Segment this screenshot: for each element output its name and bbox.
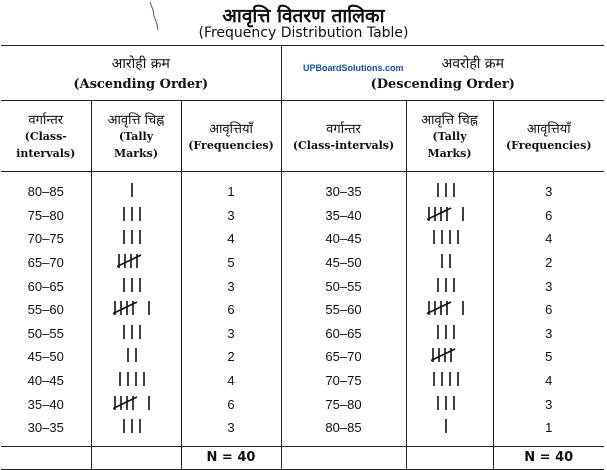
interval-cell: 50–55 <box>1 322 91 346</box>
interval-cell: 35–40 <box>281 204 406 228</box>
table-row <box>1 298 604 322</box>
pen-scratch-mark <box>148 0 160 32</box>
tally-marks <box>436 276 464 294</box>
tally-marks <box>436 323 464 341</box>
freq-cell: 3 <box>181 204 281 228</box>
tally-cell <box>91 322 181 346</box>
freq-cell: 6 <box>181 298 281 322</box>
tally-cell <box>406 172 493 204</box>
freq-cell: 6 <box>545 302 553 318</box>
table-row <box>1 204 604 228</box>
tally-marks <box>431 346 469 364</box>
descending-heading-en: (Descending Order) <box>370 77 515 92</box>
interval-cell: 40–45 <box>1 369 91 393</box>
tally-cell <box>91 369 181 393</box>
tally-marks <box>122 228 150 246</box>
interval-cell: 50–55 <box>281 274 406 298</box>
tally-marks <box>117 252 155 270</box>
table-row <box>1 322 604 346</box>
descending-heading-hi: अवरोही क्रम <box>441 56 504 72</box>
table-row <box>1 416 604 446</box>
total-empty-cell <box>1 446 91 469</box>
interval-cell: 55–60 <box>1 298 91 322</box>
interval-cell: 75–80 <box>1 204 91 228</box>
freq-cell: 3 <box>181 416 281 446</box>
col-tally-desc <box>406 101 493 172</box>
table-row <box>1 345 604 369</box>
table-row <box>1 251 604 275</box>
tally-cell <box>91 172 181 204</box>
tally-marks <box>122 276 150 294</box>
interval-cell: 30–35 <box>281 172 406 204</box>
freq-cell: 4 <box>545 231 553 247</box>
col-interval-asc <box>1 101 91 172</box>
col-tally-asc-en1: (Tally <box>118 130 154 143</box>
col-freq-desc-hi: आवृत्तियाँ <box>526 121 571 137</box>
col-freq-desc <box>493 101 604 172</box>
col-tally-asc <box>91 101 181 172</box>
interval-cell: 70–75 <box>1 227 91 251</box>
freq-cell: 1 <box>181 172 281 204</box>
col-tally-asc-hi: आवृत्ति चिह्न <box>107 113 165 128</box>
descending-heading <box>281 46 604 101</box>
tally-cell <box>91 416 181 446</box>
freq-cell: 5 <box>545 349 553 365</box>
interval-cell: 75–80 <box>281 392 406 416</box>
freq-cell: 3 <box>545 278 553 294</box>
page-title-hindi: आवृत्ति वितरण तालिका <box>222 5 385 27</box>
tally-cell <box>406 204 493 228</box>
tally-cell <box>91 227 181 251</box>
table-row <box>1 392 604 416</box>
page-title-english: (Frequency Distribution Table) <box>198 25 409 41</box>
table-body <box>1 172 604 447</box>
tally-cell <box>406 298 493 322</box>
freq-cell: 3 <box>545 184 553 200</box>
freq-cell: 4 <box>181 227 281 251</box>
interval-cell: 70–75 <box>281 369 406 393</box>
tally-marks <box>130 181 142 199</box>
tally-marks <box>113 299 159 317</box>
tally-marks <box>432 228 468 246</box>
tally-marks <box>436 181 464 199</box>
table-row <box>1 369 604 393</box>
tally-cell <box>91 298 181 322</box>
col-freq-asc-hi: आवृत्तियाँ <box>209 121 253 137</box>
tally-marks <box>122 205 150 223</box>
table-row <box>1 274 604 298</box>
tally-cell <box>406 227 493 251</box>
interval-cell: 80–85 <box>281 416 406 446</box>
interval-cell: 45–50 <box>1 345 91 369</box>
frequency-table <box>1 45 604 470</box>
col-interval-desc <box>281 101 406 172</box>
freq-cell: 2 <box>181 345 281 369</box>
table-row <box>1 172 604 204</box>
tally-marks <box>440 252 460 270</box>
table-row <box>1 227 604 251</box>
col-freq-desc-en: (Frequencies) <box>505 138 592 152</box>
freq-cell: 3 <box>545 325 553 341</box>
interval-cell: 80–85 <box>1 172 91 204</box>
interval-cell: 65–70 <box>281 345 406 369</box>
freq-cell: 3 <box>181 322 281 346</box>
col-freq-asc-en: (Frequencies) <box>188 138 274 152</box>
tally-cell <box>91 392 181 416</box>
tally-cell <box>91 204 181 228</box>
tally-marks <box>427 299 473 317</box>
interval-cell: 40–45 <box>281 227 406 251</box>
tally-marks <box>122 323 150 341</box>
col-tally-asc-en2: Marks) <box>113 147 159 160</box>
freq-cell: 6 <box>181 392 281 416</box>
tally-cell <box>406 345 493 369</box>
tally-marks <box>118 370 154 388</box>
interval-cell: 65–70 <box>1 251 91 275</box>
col-interval-desc-en: (Class-intervals) <box>292 138 395 152</box>
tally-cell <box>406 369 493 393</box>
tally-marks <box>444 417 456 435</box>
tally-cell <box>91 251 181 275</box>
interval-cell: 55–60 <box>281 298 406 322</box>
total-empty-cell <box>91 446 181 469</box>
col-tally-desc-en1: (Tally <box>432 130 467 143</box>
tally-cell <box>406 322 493 346</box>
watermark: UPBoardSolutions.com <box>303 63 404 73</box>
col-tally-desc-en2: Marks) <box>427 147 472 160</box>
tally-cell <box>406 416 493 446</box>
col-interval-asc-en1: (Class- <box>24 130 67 143</box>
col-interval-desc-hi: वर्गान्तर <box>326 121 361 137</box>
freq-cell: 4 <box>545 373 553 389</box>
interval-cell: 60–65 <box>1 274 91 298</box>
freq-cell: 2 <box>545 255 553 271</box>
total-desc: N = 40 <box>493 446 604 469</box>
freq-cell: 4 <box>181 369 281 393</box>
total-row <box>1 446 604 469</box>
total-empty-cell <box>406 446 493 469</box>
col-freq-asc <box>181 101 281 172</box>
freq-cell: 3 <box>181 274 281 298</box>
interval-cell: 30–35 <box>1 416 91 446</box>
tally-marks <box>432 370 468 388</box>
col-interval-asc-en2: intervals) <box>16 147 76 160</box>
freq-cell: 3 <box>545 396 553 412</box>
tally-cell <box>406 392 493 416</box>
tally-marks <box>113 394 159 412</box>
interval-cell: 35–40 <box>1 392 91 416</box>
tally-cell <box>91 274 181 298</box>
freq-cell: 6 <box>545 207 553 223</box>
total-asc: N = 40 <box>181 446 281 469</box>
interval-cell: 60–65 <box>281 322 406 346</box>
tally-marks <box>427 205 473 223</box>
col-tally-desc-hi: आवृत्ति चिह्न <box>421 113 478 128</box>
col-interval-asc-hi: वर्गान्तर <box>28 113 64 128</box>
tally-marks <box>436 394 464 412</box>
tally-marks <box>122 417 150 435</box>
ascending-heading <box>1 46 281 101</box>
interval-cell: 45–50 <box>281 251 406 275</box>
ascending-heading-en: (Ascending Order) <box>73 77 209 92</box>
ascending-heading-hi: आरोही क्रम <box>111 56 170 72</box>
freq-cell: 1 <box>545 420 553 436</box>
freq-cell: 5 <box>181 251 281 275</box>
total-empty-cell <box>281 446 406 469</box>
tally-cell <box>406 274 493 298</box>
tally-cell <box>91 345 181 369</box>
tally-marks <box>126 346 146 364</box>
tally-cell <box>406 251 493 275</box>
